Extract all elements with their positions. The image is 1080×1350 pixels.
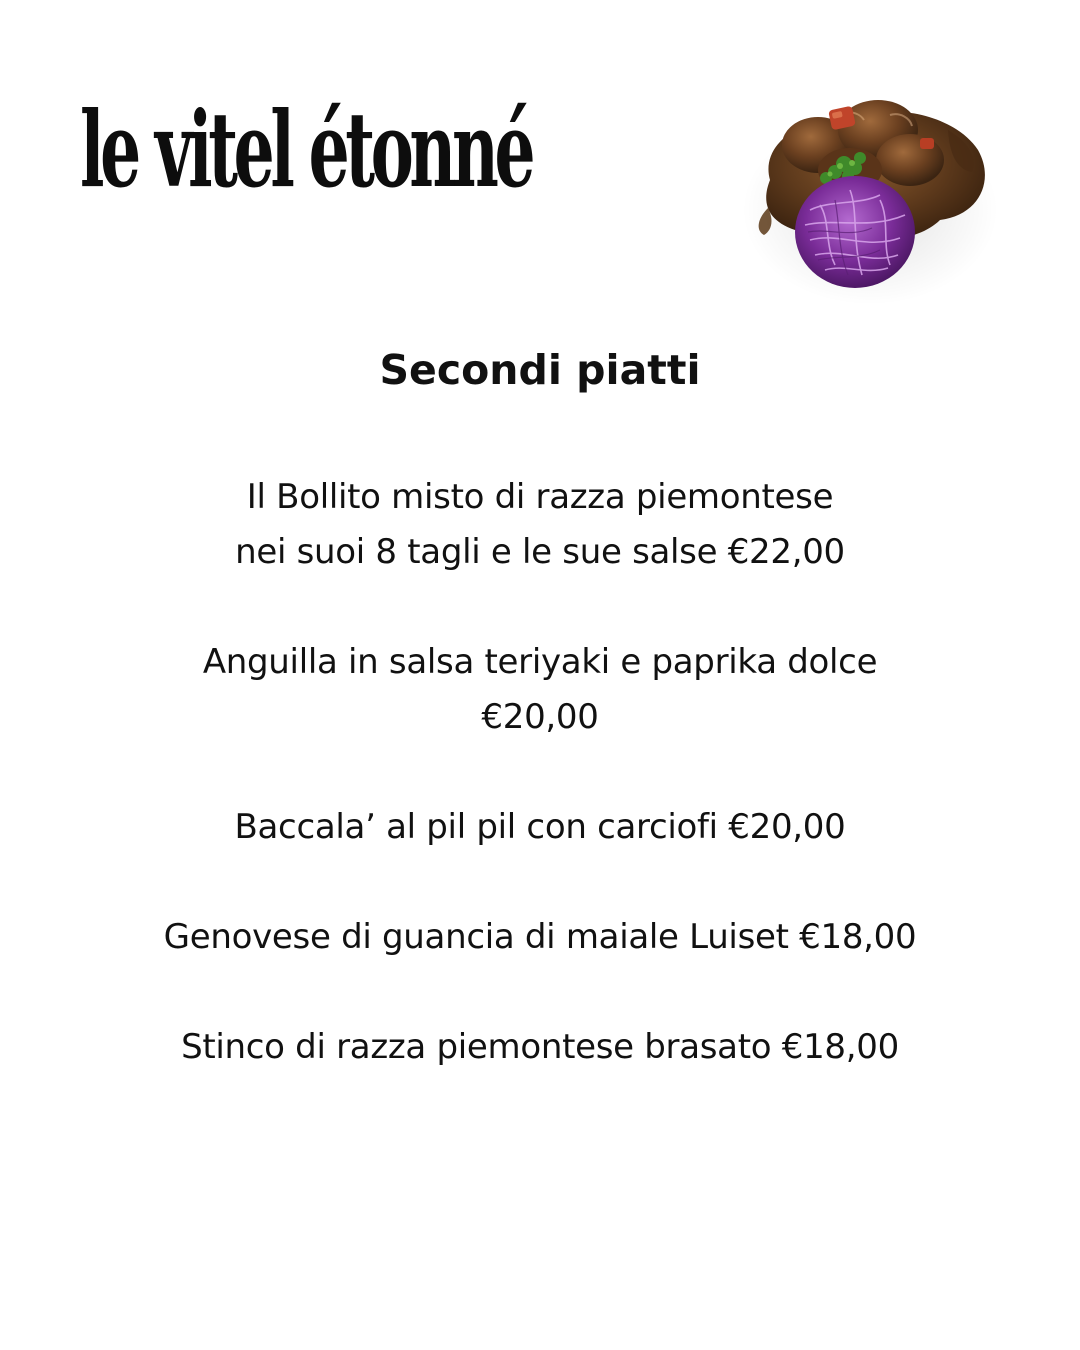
menu-section [40, 340, 1040, 1130]
menu-item [40, 800, 1040, 855]
section-title: Secondi piatti [379, 346, 701, 394]
menu-item-line: Stinco di razza piemontese brasato €18,00 [181, 1027, 899, 1067]
menu-item-line: Genovese di guancia di maiale Luiset €18,00 [163, 917, 917, 957]
menu-item-line: Il Bollito misto di razza piemontese [246, 477, 834, 517]
menu-item-line: €20,00 [481, 697, 599, 737]
restaurant-logo: le vitel étonné [80, 88, 532, 211]
dish-photo [740, 60, 1000, 310]
menu-item [40, 635, 1040, 745]
menu-item [40, 470, 1040, 580]
menu-item-line: nei suoi 8 tagli e le sue salse €22,00 [235, 532, 845, 572]
menu-item-line: Baccala’ al pil pil con carciofi €20,00 [234, 807, 846, 847]
menu-item [40, 1020, 1040, 1075]
menu-item [40, 910, 1040, 965]
menu-item-line: Anguilla in salsa teriyaki e paprika dolce [202, 642, 878, 682]
